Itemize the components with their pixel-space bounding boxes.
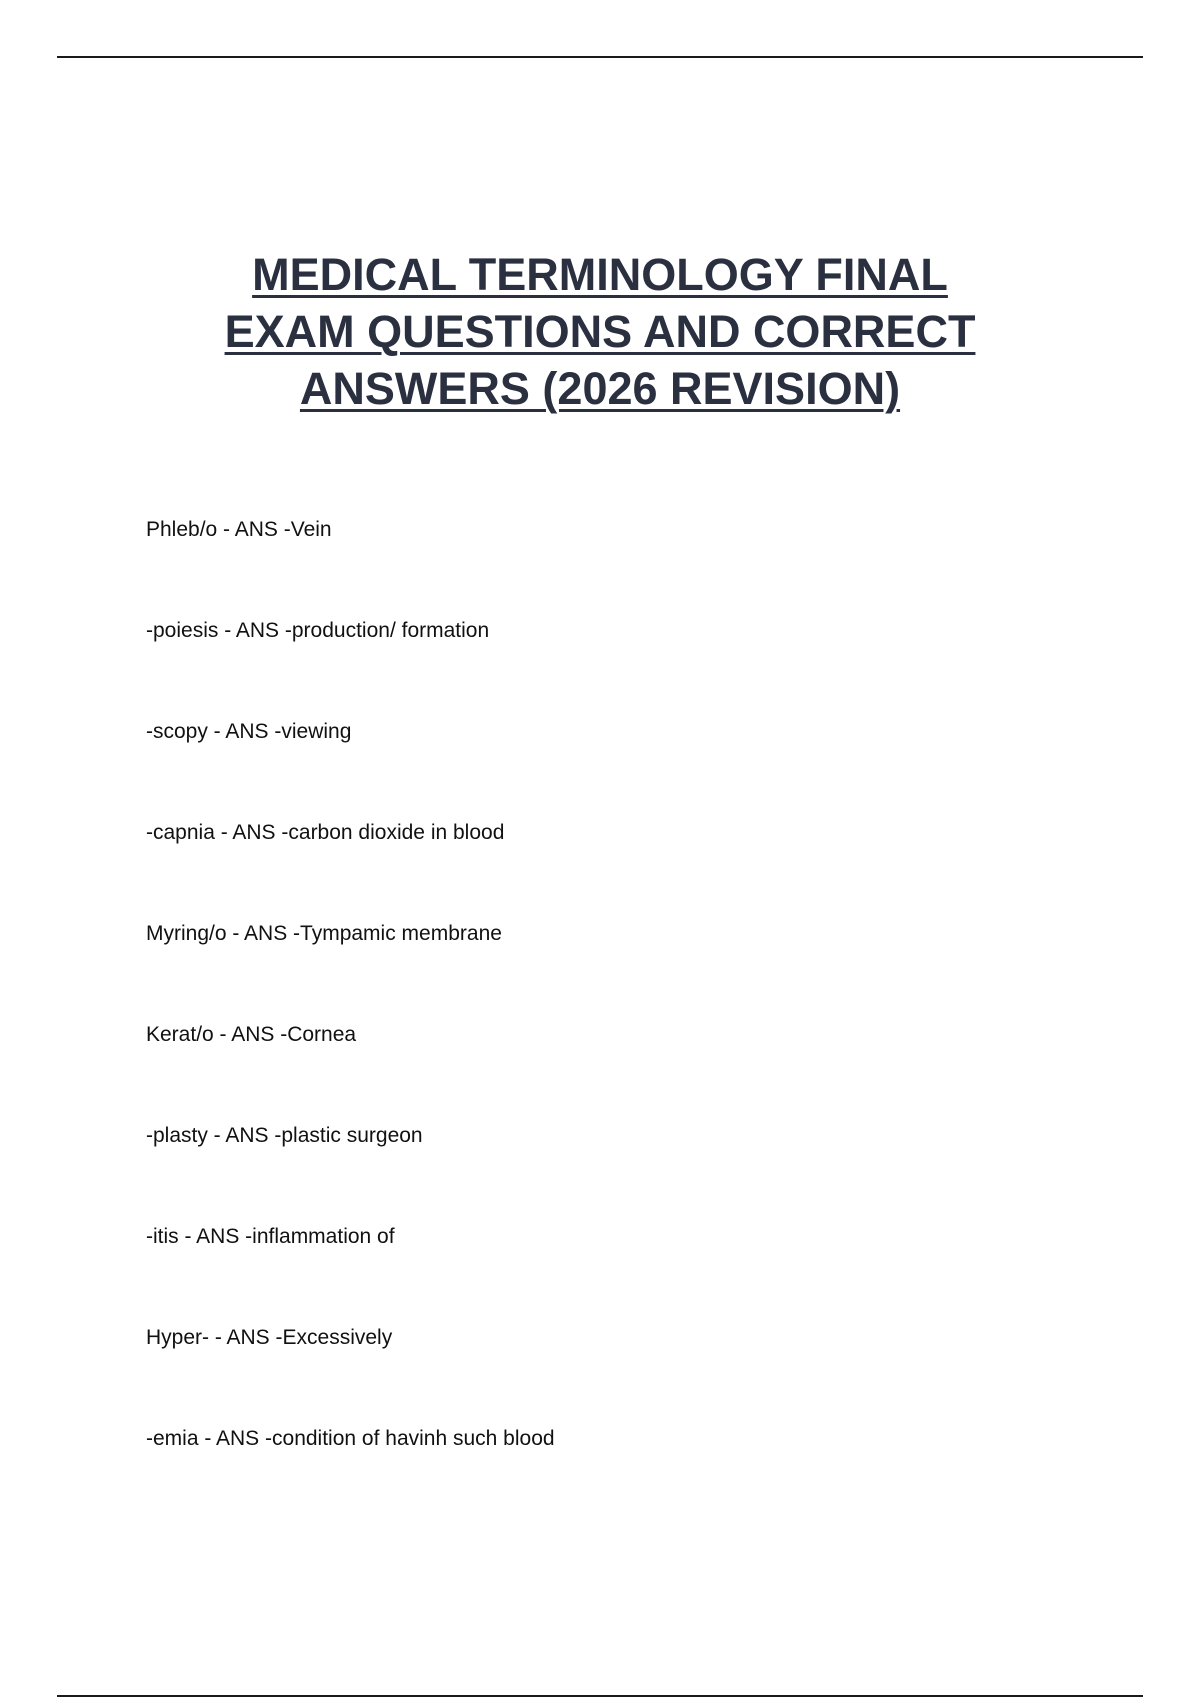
- term-entry: -capnia - ANS -carbon dioxide in blood: [146, 821, 505, 844]
- document-title: [100, 246, 1100, 417]
- term-entry: Phleb/o - ANS -Vein: [146, 518, 332, 541]
- title-line-3: ANSWERS (2026 REVISION): [299, 363, 901, 414]
- title-line-1: MEDICAL TERMINOLOGY FINAL: [252, 249, 948, 300]
- term-list: [146, 516, 1046, 1526]
- term-entry: -plasty - ANS -plastic surgeon: [146, 1124, 423, 1147]
- term-entry: -poiesis - ANS -production/ formation: [146, 619, 490, 642]
- term-entry: Hyper- - ANS -Excessively: [146, 1326, 393, 1349]
- title-line-2: EXAM QUESTIONS AND CORRECT: [224, 306, 976, 357]
- term-entry: Kerat/o - ANS -Cornea: [146, 1023, 357, 1046]
- term-entry: -itis - ANS -inflammation of: [146, 1225, 395, 1248]
- term-entry: -scopy - ANS -viewing: [146, 720, 352, 743]
- header-rule: [57, 56, 1143, 58]
- footer-rule: [57, 1695, 1143, 1697]
- term-entry: -emia - ANS -condition of havinh such blood: [146, 1427, 555, 1450]
- term-entry: Myring/o - ANS -Tympamic membrane: [146, 922, 502, 945]
